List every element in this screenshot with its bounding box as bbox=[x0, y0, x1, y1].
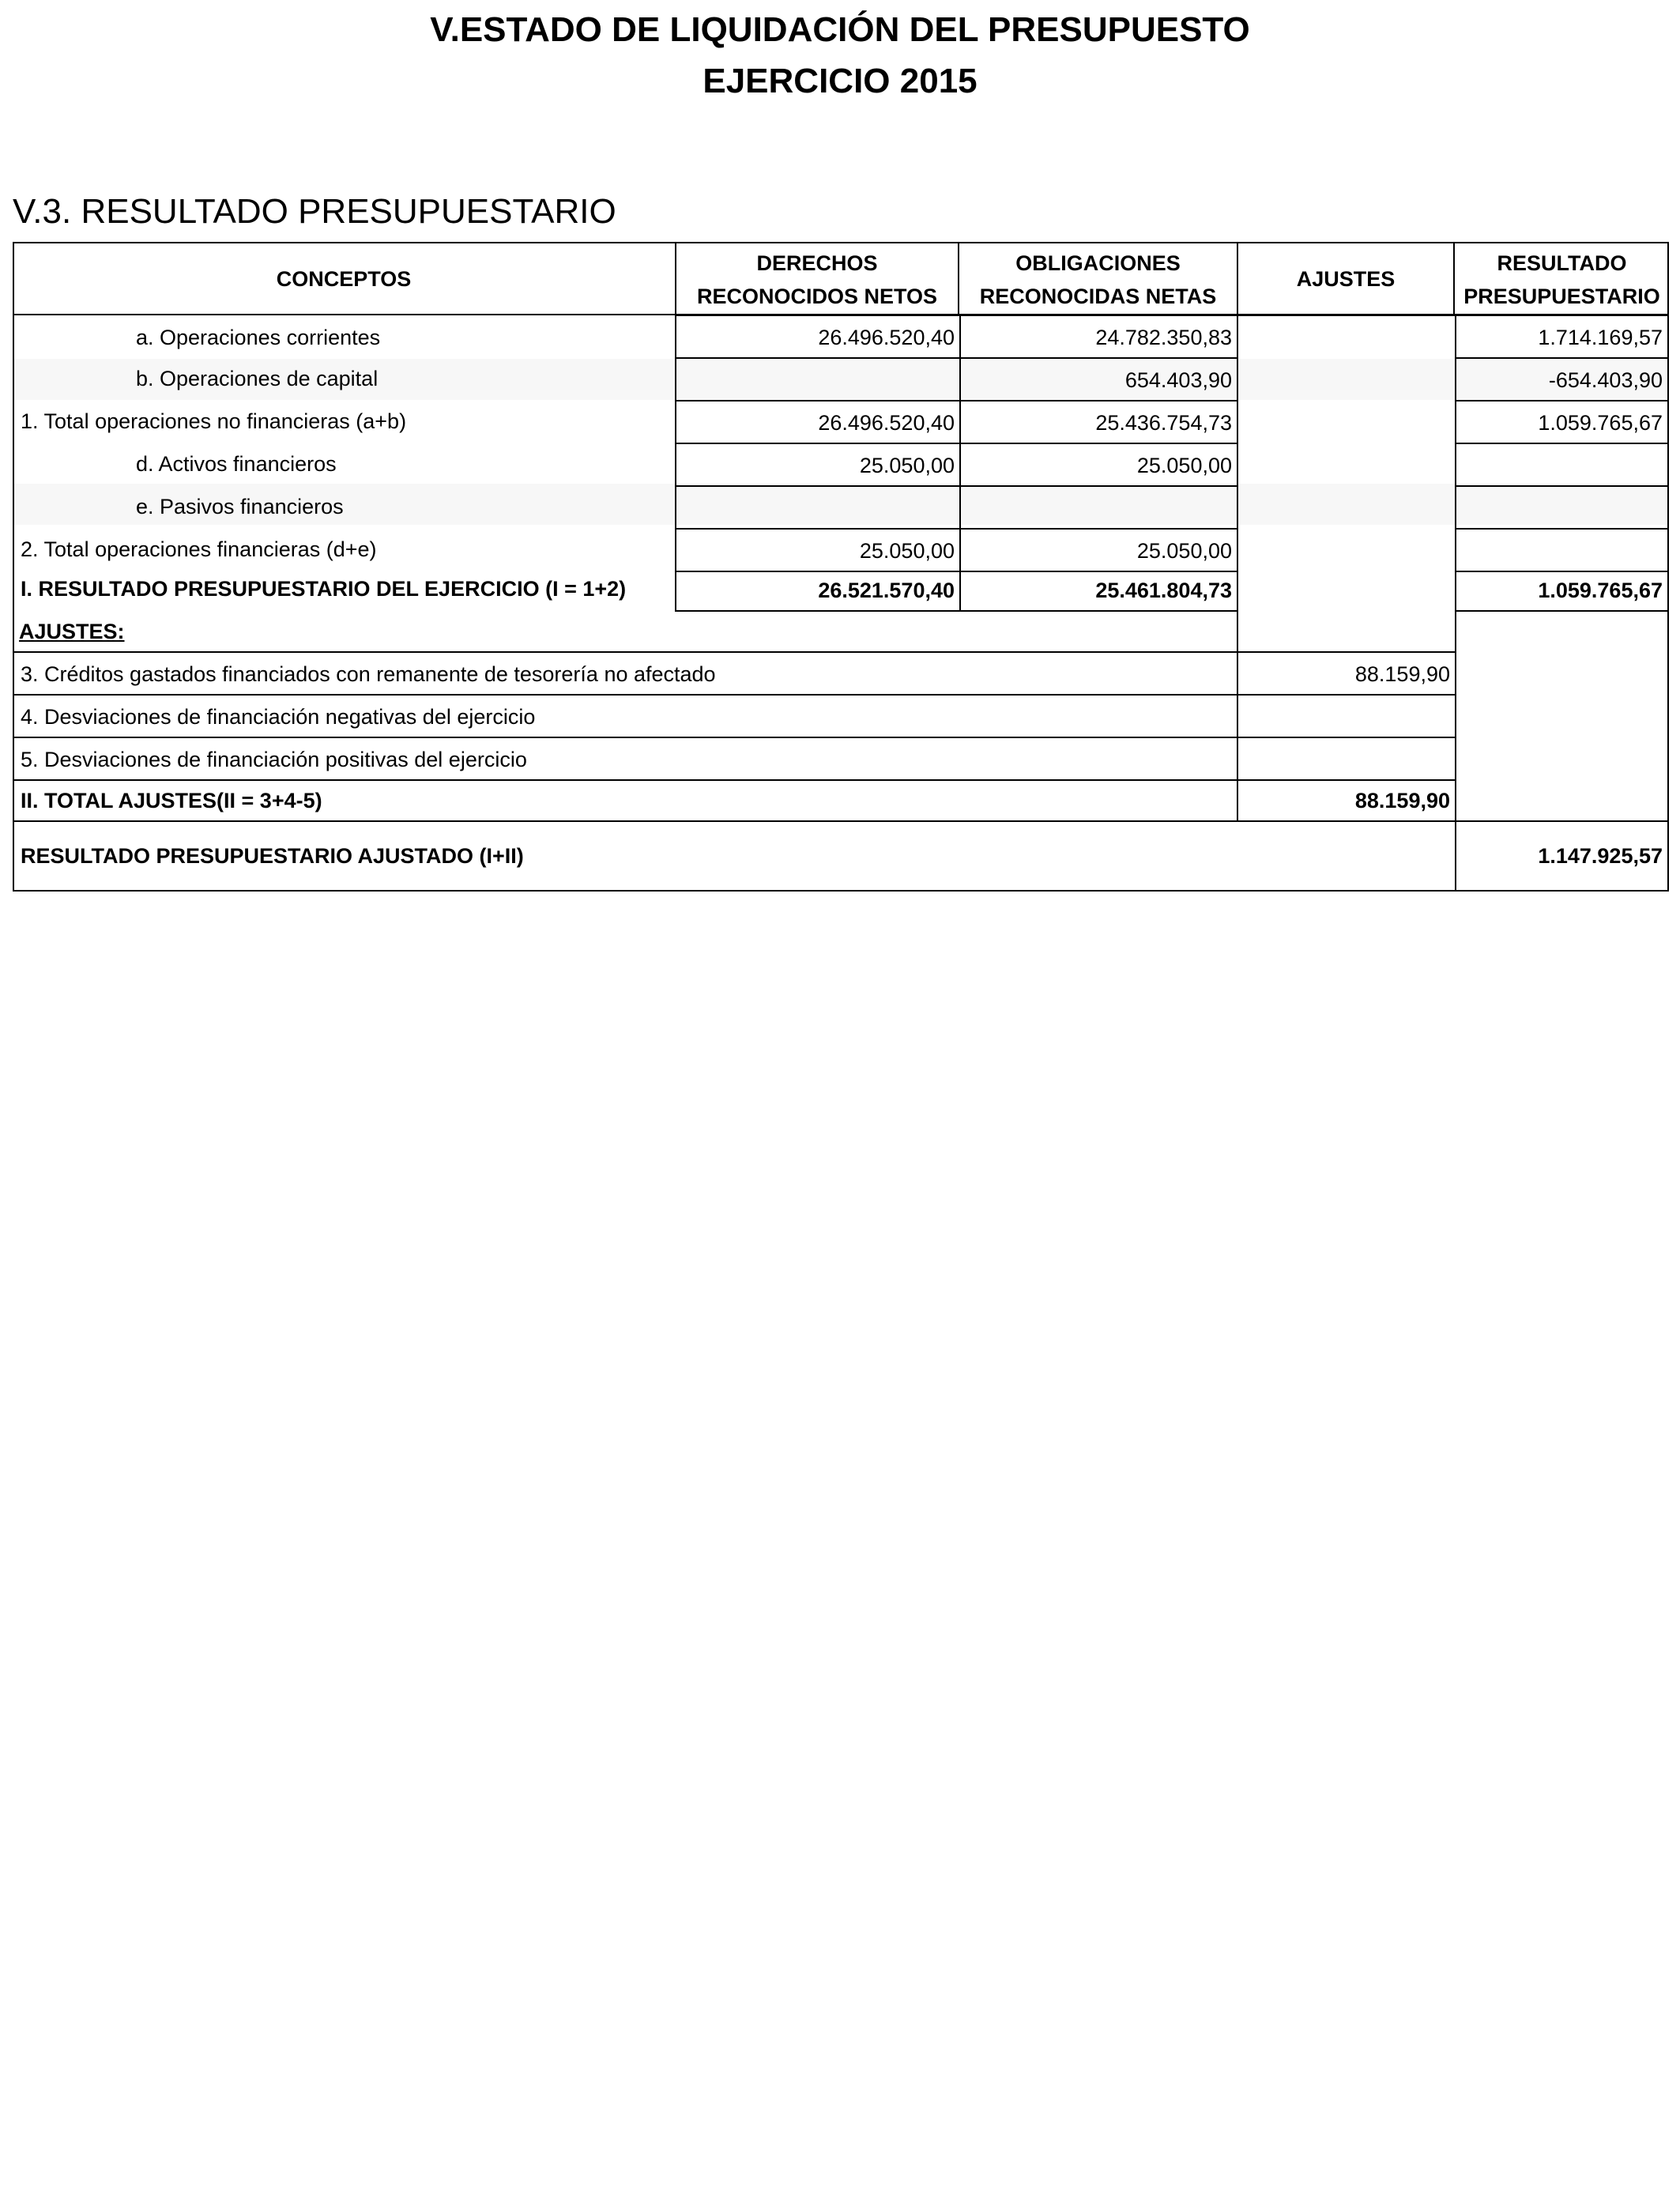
cell-obligaciones-resultado-i: 25.461.804,73 bbox=[1095, 579, 1232, 602]
cell-obligaciones-b: 654.403,90 bbox=[1124, 368, 1232, 392]
header-resultado-line2: PRESUPUESTARIO bbox=[1463, 285, 1660, 308]
cell-resultado-resultado-i: 1.059.765,67 bbox=[1538, 579, 1663, 602]
row-concepto-d: d. Activos financieros bbox=[136, 452, 337, 476]
header-derechos-line1: DERECHOS bbox=[756, 251, 878, 275]
cell-obligaciones-a: 24.782.350,83 bbox=[1095, 326, 1232, 349]
cell-obligaciones-total-1: 25.436.754,73 bbox=[1095, 411, 1232, 435]
cell-derechos-total-2: 25.050,00 bbox=[859, 539, 955, 563]
ajustes-row-3-concepto: 3. Créditos gastados financiados con remanente de tesorería no afectado bbox=[21, 662, 716, 686]
cell-box bbox=[1455, 485, 1669, 530]
cell-box bbox=[1455, 443, 1669, 487]
header-obligaciones-line2: RECONOCIDAS NETAS bbox=[979, 285, 1217, 308]
cell-resultado-b: -654.403,90 bbox=[1548, 368, 1663, 392]
header-obligaciones-line1: OBLIGACIONES bbox=[1015, 251, 1181, 275]
header-obligaciones bbox=[959, 247, 1237, 313]
header-conceptos: CONCEPTOS bbox=[276, 267, 412, 291]
document-title: V.ESTADO DE LIQUIDACIÓN DEL PRESUPUESTO bbox=[430, 10, 1250, 49]
ajustes-total-concepto: II. TOTAL AJUSTES(II = 3+4-5) bbox=[21, 789, 322, 812]
header-resultado-line1: RESULTADO bbox=[1497, 251, 1627, 275]
ajustes-value-box bbox=[1237, 737, 1456, 781]
row-concepto-total-2: 2. Total operaciones financieras (d+e) bbox=[21, 537, 377, 561]
cell-derechos-a: 26.496.520,40 bbox=[818, 326, 955, 349]
cell-resultado-a: 1.714.169,57 bbox=[1538, 326, 1663, 349]
cell-box bbox=[959, 485, 1238, 530]
cell-derechos-d: 25.050,00 bbox=[859, 454, 955, 477]
ajustes-blank-block bbox=[1237, 315, 1456, 653]
cell-derechos-total-1: 26.496.520,40 bbox=[818, 411, 955, 435]
cell-resultado-total-1: 1.059.765,67 bbox=[1538, 411, 1663, 435]
final-valor: 1.147.925,57 bbox=[1538, 844, 1663, 868]
ajustes-row-5-concepto: 5. Desviaciones de financiación positivas del ejercicio bbox=[21, 748, 527, 771]
row-concepto-b: b. Operaciones de capital bbox=[136, 367, 379, 390]
header-derechos bbox=[675, 247, 959, 313]
cell-box bbox=[675, 357, 961, 401]
row-concepto-e: e. Pasivos financieros bbox=[136, 495, 344, 518]
row-concepto-a: a. Operaciones corrientes bbox=[136, 326, 381, 349]
row-concepto-resultado-i: I. RESULTADO PRESUPUESTARIO DEL EJERCICIO (I = 1+2) bbox=[21, 577, 627, 601]
document-subtitle: EJERCICIO 2015 bbox=[703, 62, 977, 100]
ajustes-value-box bbox=[1237, 694, 1456, 738]
ajustes-right-block bbox=[1455, 610, 1669, 822]
ajustes-label: AJUSTES: bbox=[19, 620, 125, 643]
header-derechos-line2: RECONOCIDOS NETOS bbox=[696, 285, 938, 308]
row-concepto-total-1: 1. Total operaciones no financieras (a+b) bbox=[21, 409, 407, 433]
ajustes-row-4-concepto: 4. Desviaciones de financiación negativas del ejercicio bbox=[21, 705, 536, 729]
section-title: V.3. RESULTADO PRESUPUESTARIO bbox=[13, 192, 616, 231]
cell-box bbox=[1455, 528, 1669, 572]
final-concepto: RESULTADO PRESUPUESTARIO AJUSTADO (I+II) bbox=[21, 844, 524, 868]
header-resultado bbox=[1455, 247, 1669, 313]
cell-derechos-resultado-i: 26.521.570,40 bbox=[818, 579, 955, 602]
header-ajustes: AJUSTES bbox=[1296, 267, 1396, 291]
ajustes-total-valor: 88.159,90 bbox=[1354, 789, 1450, 812]
cell-obligaciones-total-2: 25.050,00 bbox=[1136, 539, 1232, 563]
cell-box bbox=[675, 485, 961, 530]
cell-obligaciones-d: 25.050,00 bbox=[1136, 454, 1232, 477]
ajustes-row-3-valor: 88.159,90 bbox=[1354, 662, 1450, 686]
